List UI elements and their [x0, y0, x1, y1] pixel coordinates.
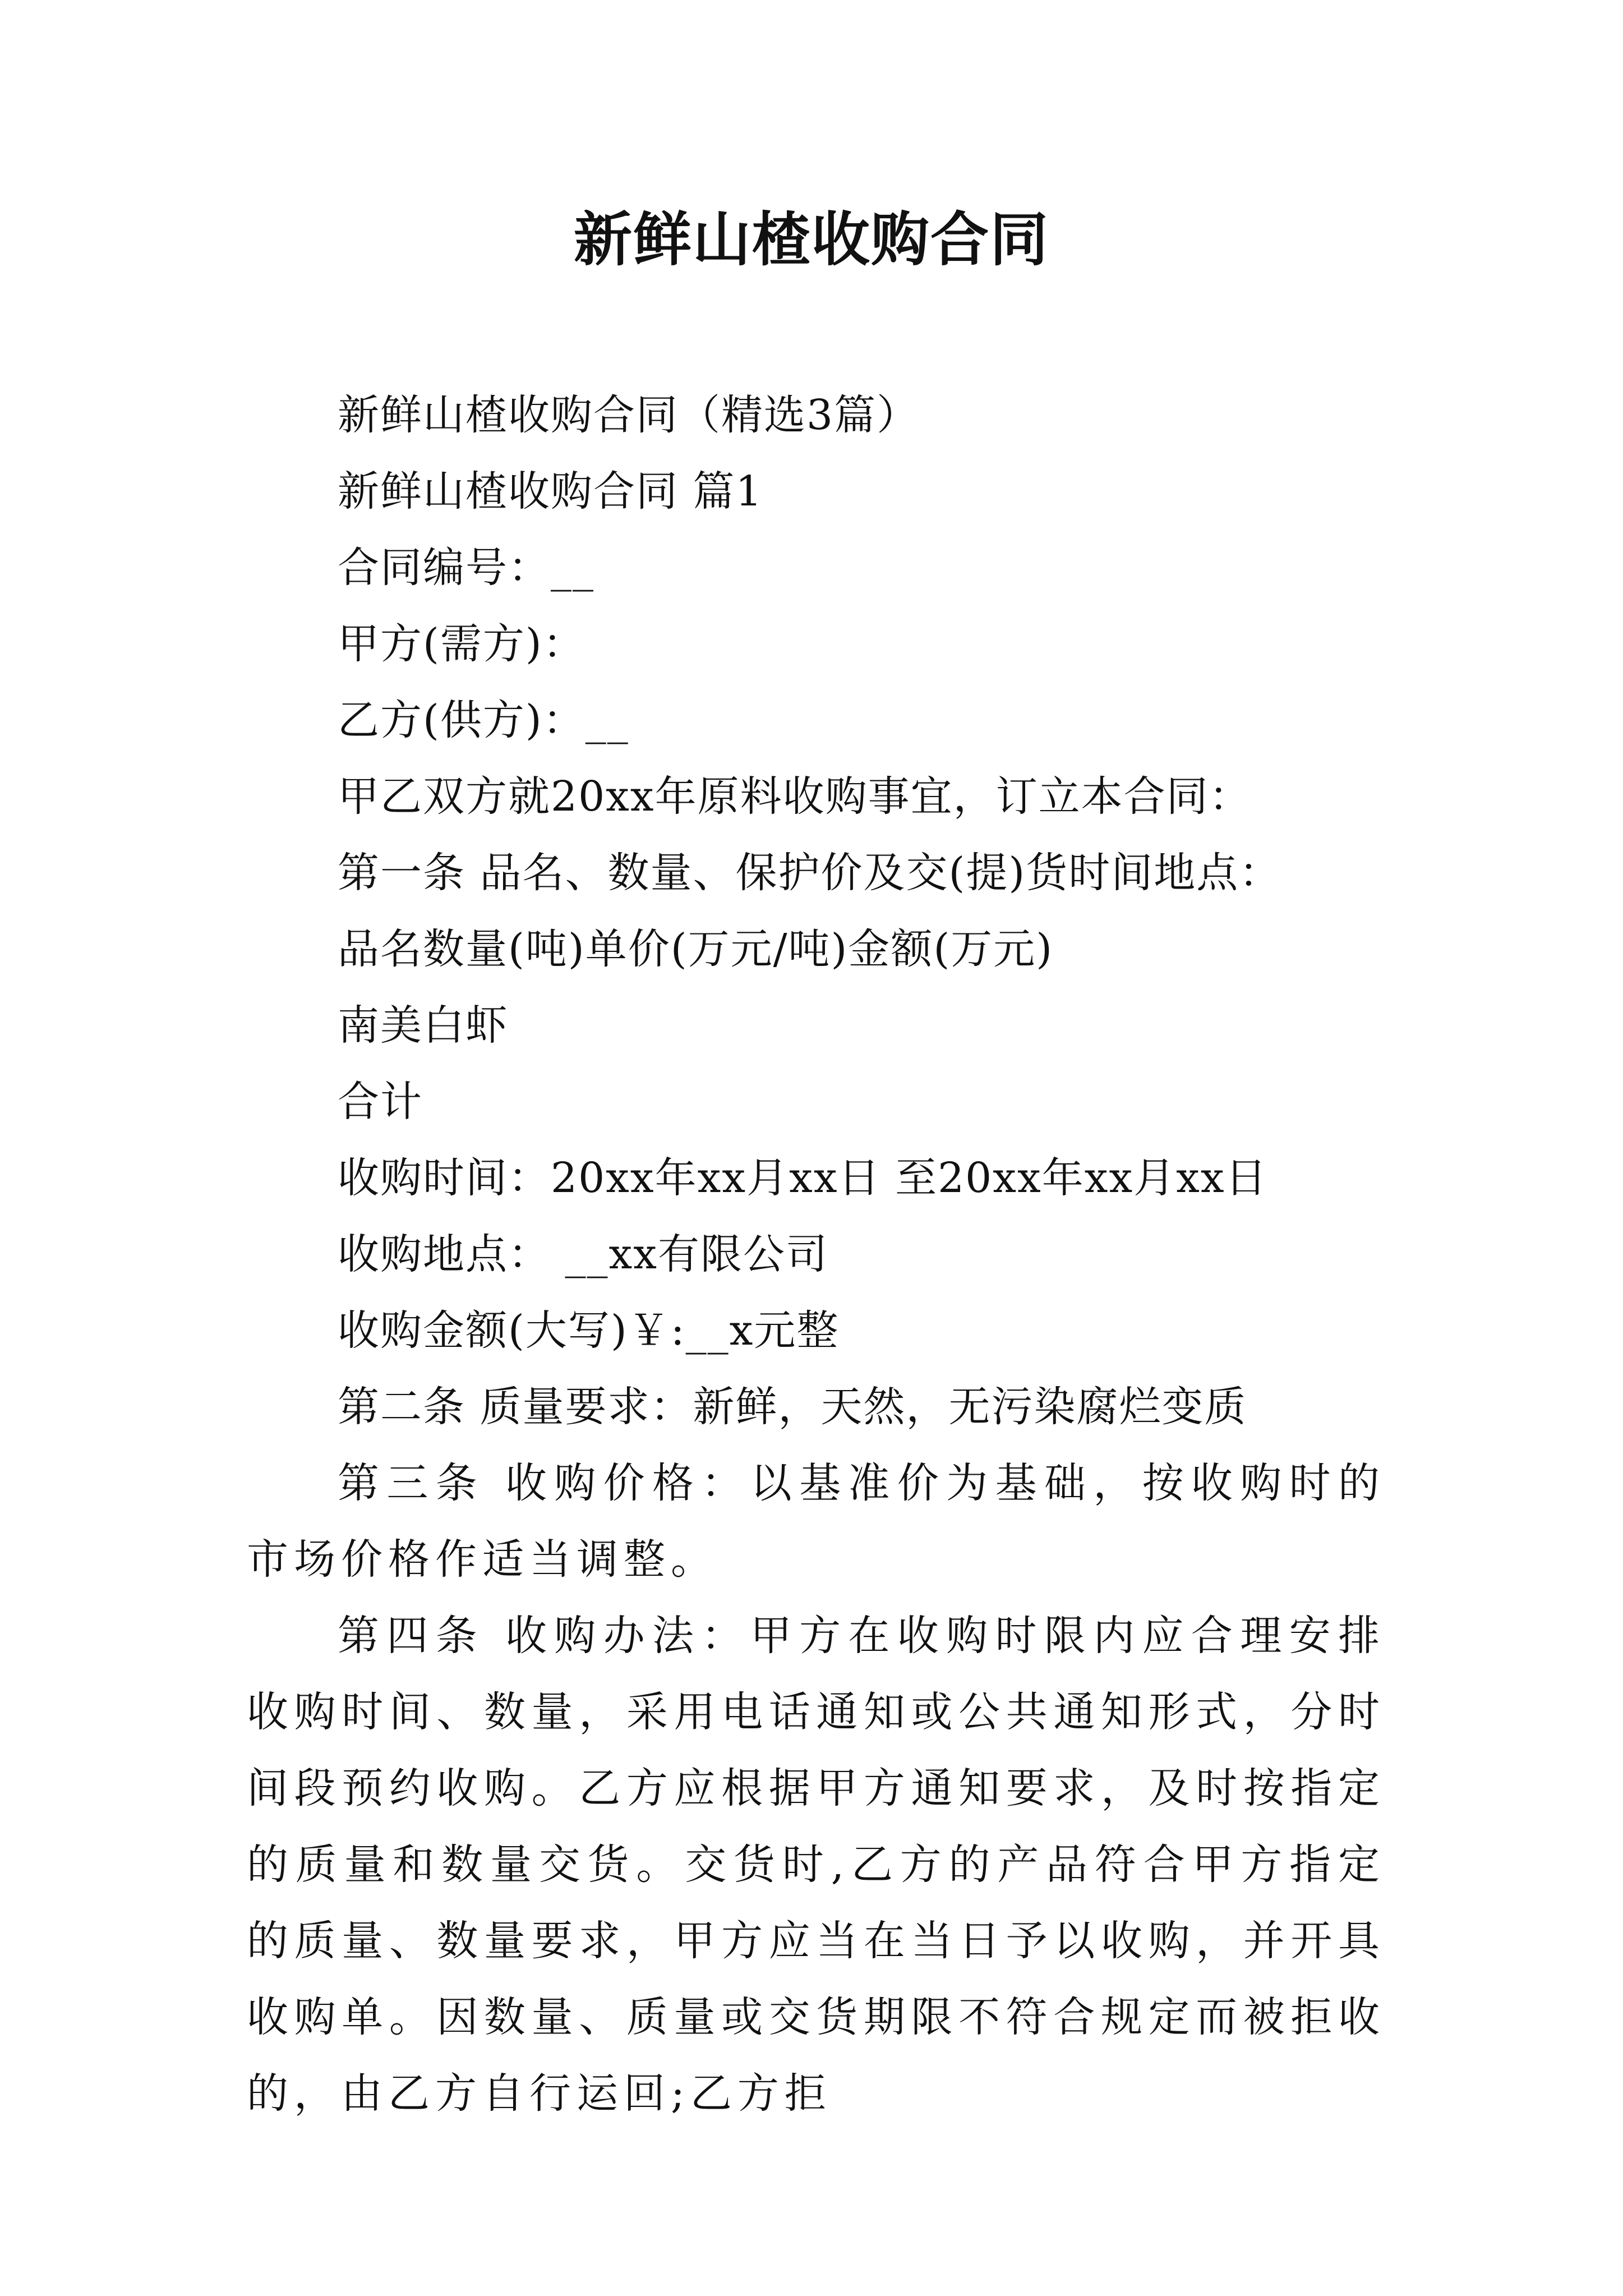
agreement-intro: 甲乙双方就20xx年原料收购事宜，订立本合同： — [338, 772, 1252, 821]
purchase-location-line: 收购地点： __xx有限公司 — [338, 1230, 828, 1278]
document-title: 新鲜山楂收购合同 — [573, 205, 1049, 274]
article-4-paragraph: 第四条 收购办法：甲方在收购时限内应合理安排收购时间、数量，采用电话通知或公共通知形式，分时间段预约收购。乙方应根据甲方通知要求，及时按指定的质量和数量交货。交货时,乙方的产品符合甲方指定的质量、数量要求，甲方应当在当日予以收购，并开具收购单。因数量、质量或交货期限不符合规定而被拒收的，由乙方自行运回;乙方拒 — [247, 1612, 1385, 2118]
selection-heading: 新鲜山楂收购合同（精选3篇） — [338, 391, 920, 439]
article-3-paragraph: 第三条 收购价格：以基准价为基础，按收购时的市场价格作适当调整。 — [247, 1459, 1385, 1584]
table-header-line: 品名数量(吨)单价(万元/吨)金额(万元) — [338, 925, 1054, 973]
article-2-line: 第二条 质量要求：新鲜，天然，无污染腐烂变质 — [338, 1383, 1247, 1431]
total-line: 合计 — [338, 1078, 423, 1126]
article-1-heading: 第一条 品名、数量、保护价及交(提)货时间地点： — [338, 849, 1282, 897]
product-name-line: 南美白虾 — [338, 1001, 508, 1050]
party-a-field: 甲方(需方)： — [338, 620, 585, 668]
part-heading: 新鲜山楂收购合同 篇1 — [338, 467, 763, 516]
purchase-time-line: 收购时间：20xx年xx月xx日 至20xx年xx月xx日 — [338, 1154, 1268, 1202]
party-b-field: 乙方(供方)：__ — [338, 696, 629, 744]
purchase-amount-line: 收购金额(大写)￥:__x元整 — [338, 1306, 840, 1355]
contract-number-field: 合同编号：__ — [338, 544, 594, 592]
